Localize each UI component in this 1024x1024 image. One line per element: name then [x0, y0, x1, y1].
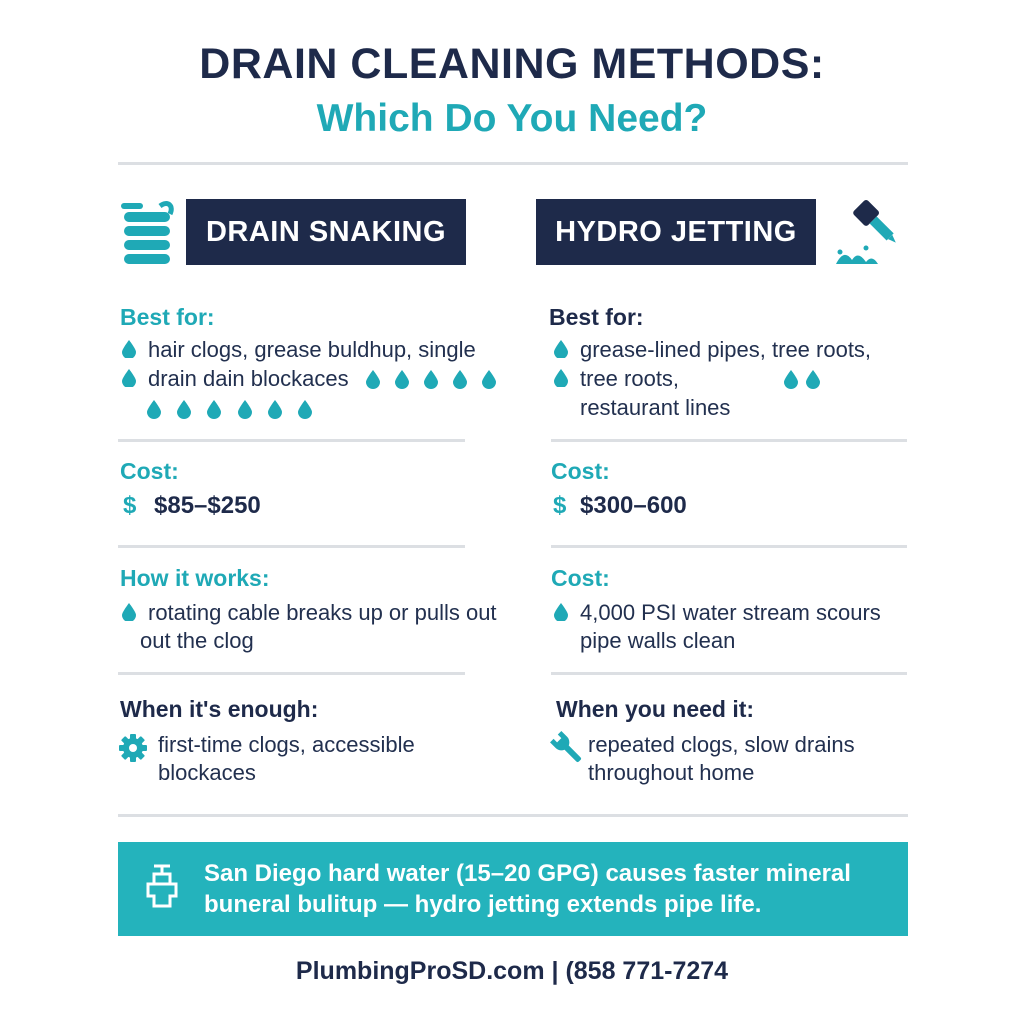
water-drop-icon	[122, 369, 136, 392]
decorative-drops-row2	[147, 400, 317, 425]
left-divider-2	[118, 545, 465, 548]
pipe-valve-icon	[142, 862, 182, 917]
coiled-snake-icon	[120, 196, 176, 271]
left-best-for-label: Best for:	[120, 304, 215, 330]
left-cost-value: $85–$250	[154, 492, 261, 519]
decorative-drops-row1	[366, 370, 496, 395]
right-best-for-line1: grease-lined pipes, tree roots,	[580, 337, 872, 362]
right-divider-3	[551, 672, 907, 675]
right-cost-value: $300–600	[580, 492, 687, 519]
left-divider-3	[118, 672, 465, 675]
right-how-line2: pipe walls clean	[580, 628, 736, 653]
right-divider-1	[551, 439, 907, 442]
left-how-line1: rotating cable breaks up or pulls out	[148, 600, 497, 625]
dollar-icon: $	[553, 492, 567, 519]
footer-contact: PlumbingProSD.com | (858 771-7274	[295, 957, 729, 985]
right-when-line1: repeated clogs, slow drains	[588, 732, 855, 757]
right-best-for-label: Best for:	[549, 304, 644, 330]
wrench-icon	[549, 730, 585, 771]
gear-icon	[118, 733, 148, 768]
right-best-for-line3: restaurant lines	[580, 395, 731, 420]
banner-line1: San Diego hard water (15–20 GPG) causes faster mineral	[204, 860, 851, 887]
right-divider-2	[551, 545, 907, 548]
left-when-line1: first-time clogs, accessible	[158, 732, 415, 757]
banner-text	[204, 858, 894, 920]
drain-snaking-header: DRAIN SNAKING	[186, 199, 466, 265]
left-best-for-line2: drain dain blockaces	[148, 366, 349, 391]
left-when-line2: blockaces	[158, 760, 256, 785]
left-cost-label: Cost:	[120, 458, 179, 484]
title-divider	[118, 162, 908, 165]
right-when-label: When you need it:	[556, 696, 755, 722]
left-how-line2: out the clog	[140, 628, 254, 653]
left-best-for-line1: hair clogs, grease buldhup, single	[148, 337, 476, 362]
water-drop-icon	[554, 603, 568, 626]
decorative-drops-right	[784, 370, 824, 395]
dollar-icon: $	[123, 492, 137, 519]
right-how-label: Cost:	[551, 565, 610, 591]
bottom-divider	[118, 814, 908, 817]
right-best-for-line2: tree roots,	[580, 366, 680, 391]
right-cost-label: Cost:	[551, 458, 610, 484]
water-drop-icon	[554, 340, 568, 363]
right-when-line2: throughout home	[588, 760, 755, 785]
left-divider-1	[118, 439, 465, 442]
water-drop-icon	[122, 340, 136, 363]
banner-line2: buneral bulitup — hydro jetting extends pipe life.	[204, 891, 762, 918]
water-drop-icon	[554, 369, 568, 392]
right-how-line1: 4,000 PSI water stream scours	[580, 600, 881, 625]
page-subtitle: Which Do You Need?	[316, 97, 708, 140]
left-when-label: When it's enough:	[120, 696, 319, 722]
water-drop-icon	[122, 603, 136, 626]
page-title: DRAIN CLEANING METHODS:	[199, 40, 825, 88]
hydro-jetting-header: HYDRO JETTING	[536, 199, 816, 265]
hydro-jet-nozzle-icon	[826, 190, 906, 275]
left-how-label: How it works:	[120, 565, 270, 591]
